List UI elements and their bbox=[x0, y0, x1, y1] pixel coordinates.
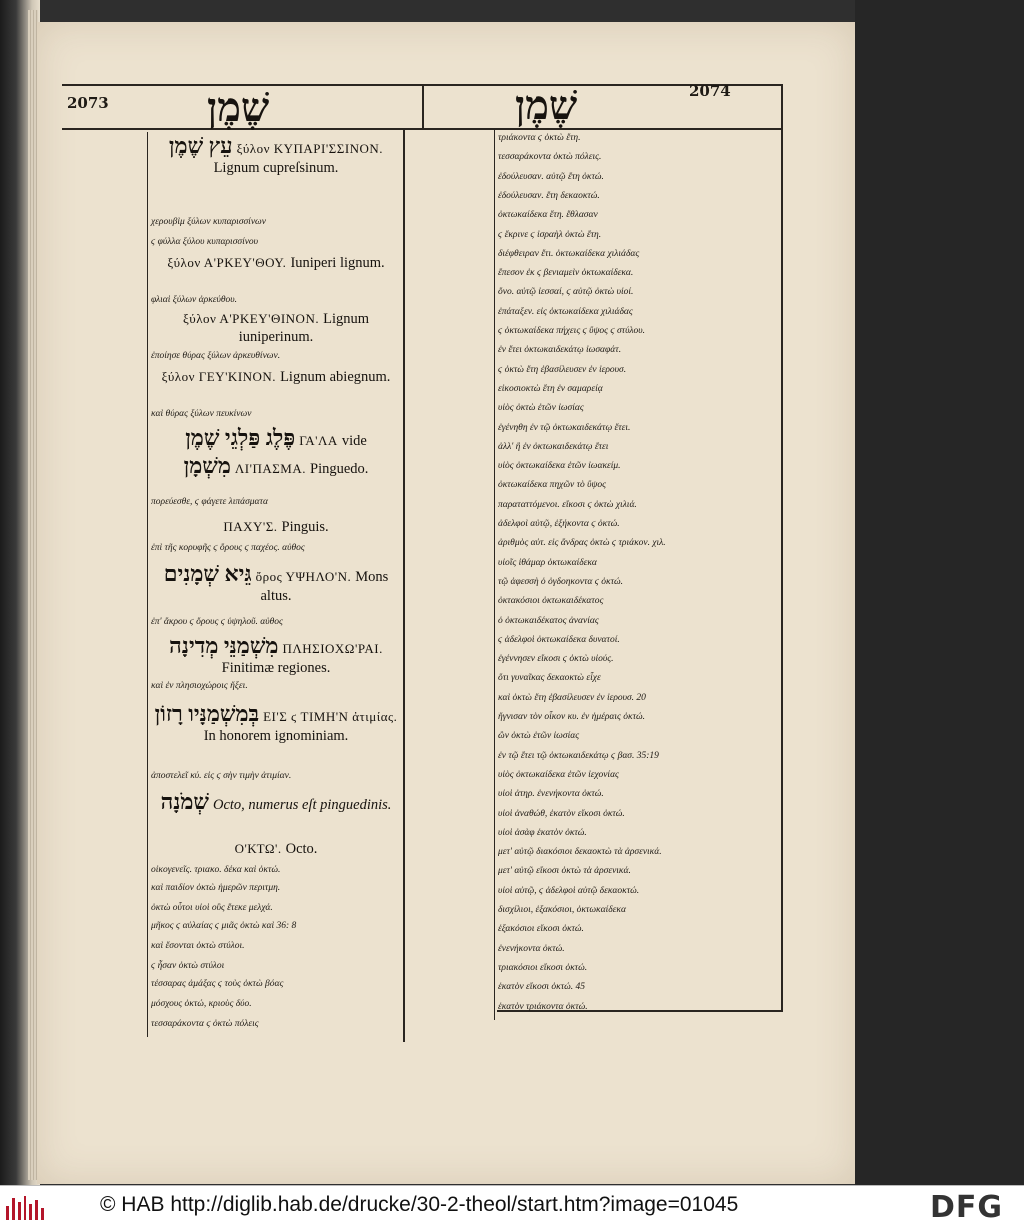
right-entry-text: μετ' αὐτῷ εἴκοσι ὀκτὼ τὰ ἀρσενικά. bbox=[498, 866, 631, 877]
left-entry-text: ἐπὶ τῆς κορυφῆς ϛ ὄρους ϛ παχέος. αὐθος bbox=[151, 543, 305, 553]
right-entry-text: τεσσαράκοντα ὀκτὼ πόλεις. bbox=[498, 152, 602, 163]
right-entry-text: παραταττόμενοι. εἴκοσι ϛ ὀκτὼ χιλιά. bbox=[498, 499, 637, 510]
lemma-hebrew: מִשְׁמָן bbox=[183, 453, 231, 478]
lemma-greek: ΠΛΗΣΙΟΧΩ'ΡΑΙ. bbox=[282, 641, 383, 656]
lemma-greek: Ο'ΚΤΩ'. bbox=[234, 841, 282, 856]
right-entry-text: ϛ ὀκτωκαίδεκα πήχεις ϛ ὕψος ϛ στύλου. bbox=[498, 326, 646, 336]
right-entry-text: ἐν τῷ ἔτει τῷ ὀκτωκαιδεκάτῳ ϛ βασ. 35:19 bbox=[498, 750, 659, 761]
left-page-number: 2073 bbox=[67, 94, 109, 112]
right-entry-text: ἐγένηθη ἐν τῷ ὀκτωκαιδεκάτῳ ἔτει. bbox=[498, 422, 631, 433]
left-entry-text: καὶ ἔσονται ὀκτὼ στύλοι. bbox=[151, 941, 245, 951]
left-entry-text: οἰκογενεῖς. τριακο. δέκα καὶ ὀκτώ. bbox=[151, 865, 281, 875]
right-entry-text: υἱὸς ὀκτωκαίδεκα ἐτῶν ἰωακείμ. bbox=[498, 461, 621, 472]
left-entry-text: πορεύεσθε, ϛ φάγετε λιπάσματα bbox=[151, 497, 268, 507]
lemma-hebrew: שְׁמֹנָה bbox=[160, 789, 209, 814]
left-entry-text: τέσσαρας ἁμάξας ϛ τοὺς ὀκτὼ βόας bbox=[151, 979, 284, 989]
right-entry-text: τριακόσιοι εἴκοσι ὀκτώ. bbox=[498, 962, 588, 973]
lemma-greek: ΓΑ'ΛΑ bbox=[299, 433, 338, 448]
left-lemma-block bbox=[153, 426, 399, 451]
left-entry-text: ϛ ἦσαν ὀκτὼ στύλοι bbox=[151, 961, 225, 971]
header-divider bbox=[422, 84, 424, 130]
lemma-latin: Lignum iuniperinum. bbox=[238, 311, 370, 345]
lemma-latin: Lignum abiegnum. bbox=[280, 369, 391, 385]
right-entry-text: ἐνενήκοντα ὀκτώ. bbox=[498, 943, 565, 954]
lemma-latin: Finitimæ regiones. bbox=[221, 659, 331, 676]
left-entry-text: χερουβὶμ ξύλων κυπαρισσίνων bbox=[151, 217, 266, 227]
right-entry-text: ἥγνισαν τὸν οἶκον κυ. ἐν ἡμέραις ὀκτώ. bbox=[498, 712, 645, 722]
right-entry-text: υἱοὶ ἀτηρ. ἐνενήκοντα ὀκτώ. bbox=[498, 789, 604, 800]
right-entry-text: υἱοὶ ἀσὰφ ἑκατὸν ὀκτώ. bbox=[498, 827, 587, 838]
lemma-hebrew: פֶּלֶג פַּלְגֵי שֶׁמֶן bbox=[185, 425, 296, 450]
left-lemma-block bbox=[153, 310, 399, 346]
lemma-greek: ξύλον Α'ΡΚΕΥ'ΘΟΥ. bbox=[167, 255, 287, 270]
left-entry-text: φλιαὶ ξύλων ἀρκεύθου. bbox=[151, 295, 238, 305]
lemma-hebrew: בְּמִשְׁמַנָּיו רָזוֹן bbox=[154, 701, 260, 726]
left-entry-text: ἀποστελεῖ κύ. εἰς ϛ σὴν τιμὴν ἀτιμίαν. bbox=[151, 771, 292, 781]
center-divider bbox=[403, 130, 405, 1042]
lemma-latin: Iuniperi lignum. bbox=[290, 255, 385, 271]
right-entry-text: ἐπάταξεν. εἰς ὀκτωκαίδεκα χιλιάδας bbox=[498, 306, 633, 317]
right-entry-text: υἱοὶ αὐτῷ, ϛ ἀδελφοὶ αὐτῷ δεκαοκτώ. bbox=[498, 885, 640, 896]
book-page bbox=[37, 22, 855, 1184]
left-ref-divider bbox=[147, 132, 148, 1037]
lemma-latin: vide bbox=[341, 433, 367, 449]
right-entry-text: ἐγέννησεν εἴκοσι ϛ ὀκτὼ υἱούς. bbox=[498, 654, 614, 665]
left-lemma-block bbox=[153, 518, 399, 536]
left-lemma-block bbox=[153, 840, 399, 858]
lemma-latin: In honorem ignominiam. bbox=[203, 727, 349, 744]
left-lemma-block bbox=[153, 368, 399, 386]
right-entry-text: υἱὸς ὀκτὼ ἐτῶν ἰωσίας bbox=[498, 403, 584, 414]
right-entry-text: ϛ ἀδελφοὶ ὀκτωκαίδεκα δυνατοί. bbox=[498, 634, 620, 645]
right-entry-text: τῷ ἀφεσσὴ ὁ ὀγδοηκοντα ϛ ὀκτώ. bbox=[498, 576, 624, 587]
right-entry-text: ὀκτακόσιοι ὀκτωκαιδέκατος bbox=[498, 596, 604, 607]
right-entry-text: εἰκοσιοκτὼ ἔτη ἐν σαμαρείᾳ bbox=[498, 383, 603, 394]
lemma-greek: ΕΙ'Σ ϛ ΤΙΜΗ'Ν ἀτιμίας. bbox=[263, 709, 398, 724]
right-entry-text: υἱοῖς ἰθάμαρ ὀκτωκαίδεκα bbox=[498, 557, 597, 568]
left-entry-text: καὶ θύρας ξύλων πευκίνων bbox=[151, 409, 252, 419]
left-entry-text: καὶ παιδίον ὀκτὼ ἡμερῶν περιτμη. bbox=[151, 883, 281, 893]
right-entry-text: ἐδούλευσαν. ἔτη δεκαοκτώ. bbox=[498, 190, 600, 201]
right-entry-text: ἀλλ' ἢ ἐν ὀκτωκαιδεκάτῳ ἔτει bbox=[498, 441, 609, 452]
right-entry-text: ἀριθμὸς αὐτ. εἰς ἄνδρας ὀκτὼ ϛ τριάκον. χιλ. bbox=[498, 538, 666, 549]
lemma-latin: Octo. bbox=[285, 841, 318, 857]
left-lemma-block bbox=[153, 562, 399, 605]
right-ref-divider bbox=[494, 130, 495, 1020]
right-entry-text: καὶ ὀκτὼ ἔτη ἐβασίλευσεν ἐν ἰερουσ. 20 bbox=[498, 692, 646, 703]
right-entry-text: ϛ ἔκρινε ϛ ἰσραὴλ ὀκτὼ ἔτη. bbox=[498, 229, 602, 240]
dfg-logo: DFG bbox=[930, 1190, 1004, 1225]
left-entry-text: τεσσαράκοντα ϛ ὀκτὼ πόλεις bbox=[151, 1019, 259, 1029]
copyright-link[interactable]: © HAB http://diglib.hab.de/drucke/30-2-theol/start.htm?image=01045 bbox=[100, 1193, 739, 1216]
lemma-latin: Lignum cupreſsinum. bbox=[213, 159, 339, 176]
left-lemma-block bbox=[153, 634, 399, 677]
right-entry-text: ϛ ὀκτὼ ἔτη ἐβασίλευσεν ἐν ἰερουσ. bbox=[498, 364, 627, 375]
lemma-latin: Pinguedo. bbox=[310, 461, 369, 477]
lemma-hebrew: עֵץ שֶׁמֶן bbox=[168, 133, 233, 158]
right-entry-text: ὢν ὀκτὼ ἐτῶν ἰωσίας bbox=[498, 731, 580, 742]
hab-logo-icon bbox=[6, 1194, 44, 1220]
right-entry-text: μετ' αὐτῷ διακόσιοι δεκαοκτὼ τὰ ἀρσενικά. bbox=[498, 847, 662, 858]
left-entry-text: ἐπ' ἄκρου ϛ ὄρους ϛ ὑψηλοῦ. αὐθος bbox=[151, 617, 283, 627]
lemma-greek: ΛΙ'ΠΑΣΜΑ. bbox=[234, 461, 306, 476]
right-entry-text: ἐδούλευσαν. αὐτῷ ἔτη ὀκτώ. bbox=[498, 171, 604, 182]
lemma-greek: ΠΑΧΥ'Σ. bbox=[223, 519, 278, 534]
right-entry-text: διέφθειραν ἔτι. ὀκτωκαίδεκα χιλιάδας bbox=[498, 248, 640, 259]
right-entry-text: ἔπεσον ἐκ ϛ βενιαμεὶν ὀκτωκαίδεκα. bbox=[498, 268, 634, 279]
right-entry-text: ἑκατὸν εἴκοσι ὀκτώ. 45 bbox=[498, 982, 586, 993]
lemma-greek: ὄρος ΥΨΗΛΟ'Ν. bbox=[255, 569, 352, 584]
right-outer-rule bbox=[781, 84, 783, 1012]
lemma-latin: Octo, numerus eſt pinguedinis. bbox=[213, 797, 392, 813]
left-entry-text: μῆκος ϛ αὐλαίας ϛ μιᾶς ὀκτὼ καὶ 36: 8 bbox=[151, 921, 297, 931]
left-entry-text: καὶ ἐν πλησιοχώροις ἥξει. bbox=[151, 681, 248, 691]
lemma-hebrew: מִשְׁמַנֵּי מְדִינָה bbox=[169, 633, 279, 658]
lemma-hebrew: גֵּיא שְׁמָנִים bbox=[163, 561, 252, 586]
left-lemma-block bbox=[153, 702, 399, 745]
lemma-latin: Mons altus. bbox=[260, 569, 389, 604]
right-entry-text: ἀδελφοὶ αὐτῷ, ἑξήκοντα ϛ ὀκτώ. bbox=[498, 519, 620, 529]
left-lemma-block bbox=[153, 254, 399, 272]
lemma-greek: ξύλον ΚΥΠΑΡΙ'ΣΣΙΝΟΝ. bbox=[236, 141, 384, 156]
left-entry-text: ϛ φύλλα ξύλου κυπαρισσίνου bbox=[151, 237, 259, 247]
left-running-title: שֶׁמֶן bbox=[207, 84, 270, 131]
left-entry-text: ὀκτὼ οὗτοι υἱοὶ οὓς ἔτεκε μελχά. bbox=[151, 903, 273, 913]
left-entry-text: μόσχους ὀκτώ, κριοὺς δύο. bbox=[151, 999, 252, 1009]
right-entry-text: ἑκατὸν τριάκοντα ὀκτώ. bbox=[498, 1001, 588, 1012]
right-entry-text: υἱὸς ὀκτωκαίδεκα ἐτῶν ἰεχονίας bbox=[498, 769, 619, 780]
right-entry-text: ὄνο. αὐτῷ ἰεσσαί, ϛ αὐτῷ ὀκτὼ υἱοί. bbox=[498, 287, 634, 298]
right-entry-text: ὀκτωκαίδεκα ἔτη. ἔθλασαν bbox=[498, 210, 598, 221]
right-entry-text: ὀκτωκαίδεκα πηχῶν τὸ ὕψος bbox=[498, 480, 607, 491]
right-entry-text: υἱοὶ ἀναθώθ, ἑκατὸν εἴκοσι ὀκτώ. bbox=[498, 808, 625, 819]
footer-bar bbox=[0, 1185, 1024, 1226]
left-lemma-block bbox=[153, 790, 399, 815]
left-entry-text: ἐποίησε θύρας ξύλων ἀρκευθίνων. bbox=[151, 351, 281, 361]
right-page-number: 2074 bbox=[689, 82, 731, 100]
left-lemma-block bbox=[153, 454, 399, 479]
scan-margin-right bbox=[855, 0, 1024, 1185]
right-entry-text: τριάκοντα ϛ ὀκτὼ ἔτη. bbox=[498, 133, 581, 143]
lemma-greek: ξύλον Α'ΡΚΕΥ'ΘΙΝΟΝ. bbox=[182, 311, 320, 326]
right-entry-text: ἑξακόσιοι εἴκοσι ὀκτώ. bbox=[498, 924, 584, 935]
lemma-greek: ξύλον ΓΕΥ'ΚΙΝΟΝ. bbox=[161, 369, 277, 384]
right-entry-text: δισχίλιοι, ἑξακόσιοι, ὀκτωκαίδεκα bbox=[498, 905, 626, 915]
right-entry-text: ὁ ὀκτωκαιδέκατος ἀνανίας bbox=[498, 615, 599, 626]
left-lemma-block bbox=[153, 134, 399, 177]
right-entry-text: ὅτι γυναῖκας δεκαοκτὼ εἶχε bbox=[498, 673, 601, 684]
right-running-title: שֶׁמֶן bbox=[515, 82, 578, 129]
right-entry-text: ἐν ἔτει ὀκτωκαιδεκάτῳ ἰωσαφάτ. bbox=[498, 345, 622, 356]
lemma-latin: Pinguis. bbox=[281, 519, 329, 535]
